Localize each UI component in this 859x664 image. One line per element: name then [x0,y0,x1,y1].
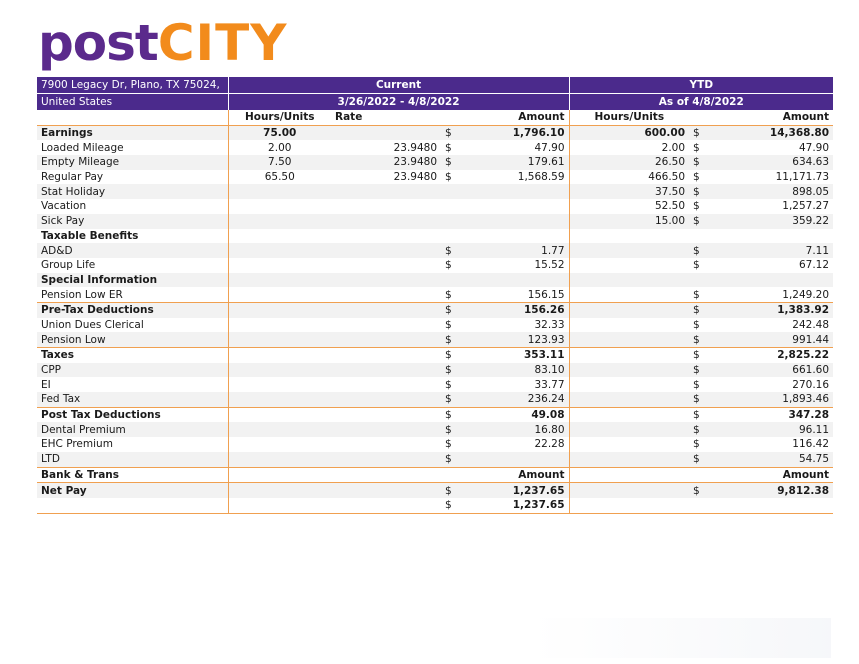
section-posttax-deductions [37,407,833,422]
ytd-amount-value: 11,171.73 [775,171,830,184]
dollar-sign: $ [689,184,706,199]
amount-value: 1,237.65 [458,498,569,513]
dollar-sign: $ [441,243,458,258]
dollar-sign: $ [693,141,700,154]
company-logo [38,14,287,72]
row-label: Union Dues Clerical [37,318,228,333]
amount-value: 1,796.10 [458,125,569,140]
ytd-amount-value: 661.60 [706,363,833,378]
amount-value: 47.90 [458,140,569,155]
section-earnings [37,125,833,140]
row-label: Post Tax Deductions [37,407,228,422]
row-label: Special Information [37,273,228,288]
dollar-sign: $ [441,302,458,317]
ytd-amount-value: 1,893.46 [706,392,833,407]
ytd-amount-value: 67.12 [798,259,830,272]
row-label: Fed Tax [37,392,228,407]
ytd-hours-value: 15.00 [569,214,689,229]
ytd-amount-value: 116.42 [792,438,830,451]
row-stat-holiday [37,184,833,199]
row-label: LTD [37,452,228,467]
dollar-sign: $ [441,363,458,378]
col-header-hours: Hours/Units [244,111,315,124]
dollar-sign: $ [441,452,458,467]
amount-value: 1,237.65 [458,483,569,498]
dollar-sign: $ [689,363,706,378]
row-label: Pension Low ER [37,287,228,302]
ytd-amount-value: 14,368.80 [706,125,833,140]
row-label: Group Life [37,258,228,273]
col-header-ytd-amount: Amount [782,111,830,124]
row-label: Net Pay [37,483,228,498]
ytd-hours-value: 466.50 [648,171,686,184]
amount-value: 123.93 [458,332,569,347]
ytd-period: As of 4/8/2022 [569,94,833,111]
dollar-sign: $ [445,141,452,154]
amount-value: 1,568.59 [458,170,569,185]
row-label: Loaded Mileage [37,140,228,155]
amount-value: 1.77 [458,243,569,258]
rate-value: 23.9480 [393,171,437,184]
pay-stub-table [37,77,833,514]
row-loaded-mileage [37,140,833,155]
ytd-amount-value: 2,825.22 [706,348,833,363]
logo-text-post: post [38,14,158,72]
row-ltd [37,452,833,467]
amount-value: 49.08 [458,407,569,422]
col-header-amount: Amount [458,110,569,125]
dollar-sign: $ [441,392,458,407]
ytd-hours-value: 26.50 [569,155,689,170]
row-pension-low-er [37,287,833,302]
dollar-sign: $ [693,378,700,391]
row-label: Regular Pay [37,170,228,185]
ytd-amount-value: 54.75 [706,452,833,467]
dollar-sign: $ [441,332,458,347]
ytd-hours-value: 600.00 [569,125,689,140]
logo-text-city: CITY [157,14,288,72]
current-title: Current [228,77,569,94]
amount-value: 156.26 [458,302,569,317]
dollar-sign: $ [441,407,458,422]
dollar-sign: $ [693,438,700,451]
amount-value: 33.77 [458,377,569,392]
dollar-sign: $ [689,214,706,229]
row-label: Sick Pay [37,214,228,229]
ytd-amount-value: 359.22 [706,214,833,229]
dollar-sign: $ [689,452,706,467]
row-pension-low [37,332,833,347]
row-empty-mileage [37,155,833,170]
row-net-total [37,498,833,513]
row-label: AD&D [37,243,228,258]
ytd-hours-value: 2.00 [661,141,686,154]
dollar-sign: $ [441,348,458,363]
row-dental-premium [37,422,833,437]
ytd-amount-value: 634.63 [706,155,833,170]
current-period: 3/26/2022 - 4/8/2022 [228,94,569,111]
row-label: Stat Holiday [37,184,228,199]
rate-value: 23.9480 [331,155,441,170]
dollar-sign: $ [689,483,706,498]
address-line1: 7900 Legacy Dr, Plano, TX 75024, [37,77,228,94]
col-header-ytd-hours: Hours/Units [594,111,665,124]
amount-value: 353.11 [458,348,569,363]
dollar-sign: $ [689,302,706,317]
row-label: Pension Low [37,332,228,347]
ytd-amount-value: 9,812.38 [706,483,833,498]
row-label: Taxable Benefits [37,229,228,244]
section-pretax-deductions [37,302,833,317]
hours-value: 65.50 [264,171,295,184]
row-add [37,243,833,258]
dollar-sign: $ [693,288,700,301]
ytd-amount-value: 1,257.27 [782,200,830,213]
row-label: EHC Premium [37,437,228,452]
ytd-amount-value: 898.05 [706,184,833,199]
amount-value [458,452,569,467]
ytd-hours-value: 37.50 [569,184,689,199]
dollar-sign: $ [689,332,706,347]
hours-value: 75.00 [228,125,331,140]
amount-value: 156.15 [458,287,569,302]
dollar-sign: $ [689,392,706,407]
row-label: EI [37,377,228,392]
ytd-amount-value: 1,249.20 [782,288,830,301]
row-label: Empty Mileage [37,155,228,170]
section-taxes [37,348,833,363]
background-smudge [531,618,831,658]
row-label: Pre-Tax Deductions [37,302,228,317]
row-net-pay [37,483,833,498]
amount-value: 32.33 [458,318,569,333]
dollar-sign: $ [693,259,700,272]
dollar-sign: $ [693,171,700,184]
ytd-amount-value: 1,383.92 [706,302,833,317]
dollar-sign: $ [689,125,706,140]
row-ehc-premium [37,437,833,452]
ytd-amount-value: 270.16 [792,378,830,391]
row-regular-pay [37,170,833,185]
dollar-sign: $ [445,318,452,331]
hours-value: 7.50 [228,155,331,170]
amount-value: 179.61 [458,155,569,170]
hours-value: 2.00 [268,141,292,154]
row-label: Taxes [37,348,228,363]
row-label: Dental Premium [37,422,228,437]
section-special-information [37,273,833,288]
amount-value: 15.52 [458,258,569,273]
amount-value: 16.80 [458,422,569,437]
row-label: Earnings [37,125,228,140]
row-label: Vacation [37,199,228,214]
address-line2: United States [37,94,228,111]
dollar-sign: $ [693,200,700,213]
row-union-dues-clerical [37,318,833,333]
dollar-sign: $ [689,155,706,170]
dollar-sign: $ [441,155,458,170]
bank-amount-header: Amount [458,467,569,483]
ytd-title: YTD [569,77,833,94]
ytd-amount-value: 242.48 [792,318,830,331]
row-sick-pay [37,214,833,229]
rate-value: 23.9480 [393,141,437,154]
dollar-sign: $ [445,438,452,451]
row-cpp [37,363,833,378]
dollar-sign: $ [441,498,458,513]
ytd-amount-value: 47.90 [798,141,830,154]
amount-value: 83.10 [458,363,569,378]
row-fed-tax [37,392,833,407]
row-label: CPP [37,363,228,378]
section-taxable-benefits [37,229,833,244]
dollar-sign: $ [441,483,458,498]
dollar-sign: $ [689,243,706,258]
dollar-sign: $ [445,259,452,272]
bank-ytd-amount-header: Amount [706,467,833,483]
dollar-sign: $ [689,348,706,363]
row-ei [37,377,833,392]
ytd-amount-value: 96.11 [706,422,833,437]
ytd-amount-value: 7.11 [706,243,833,258]
row-label: Bank & Trans [37,467,228,483]
ytd-amount-value: 347.28 [706,407,833,422]
amount-value: 22.28 [458,437,569,452]
dollar-sign: $ [689,407,706,422]
ytd-amount-value: 991.44 [706,332,833,347]
dollar-sign: $ [441,125,458,140]
dollar-sign: $ [689,422,706,437]
amount-value: 236.24 [458,392,569,407]
dollar-sign: $ [445,171,452,184]
ytd-hours-value: 52.50 [654,200,686,213]
col-header-rate: Rate [335,111,363,124]
dollar-sign: $ [693,318,700,331]
dollar-sign: $ [445,378,452,391]
section-bank-trans [37,467,833,483]
dollar-sign: $ [441,422,458,437]
dollar-sign: $ [445,288,452,301]
row-vacation [37,199,833,214]
row-group-life [37,258,833,273]
